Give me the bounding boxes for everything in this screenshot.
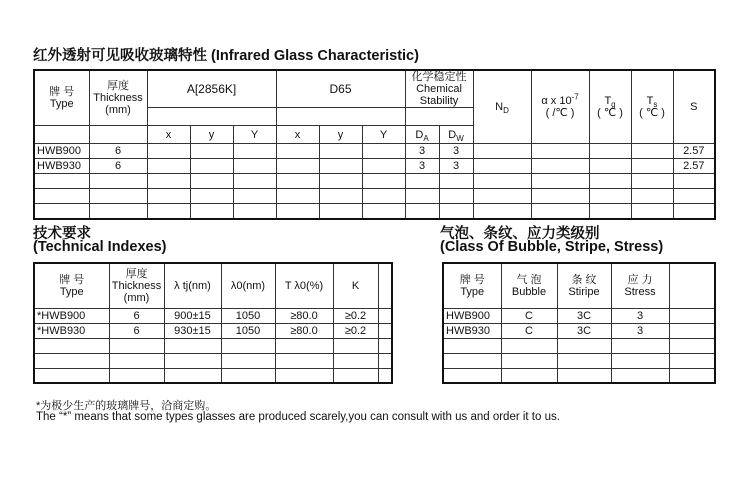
col-header-a-x: x (147, 126, 190, 144)
col-header-type: 牌 号 Type (443, 263, 501, 308)
footnote-en: The “*” means that some types glasses are produced scarely,you can consult with us and order it to us. (36, 411, 560, 423)
table-row (443, 368, 715, 383)
col-header-d65: D65 (276, 70, 405, 108)
col-header-a2856k: A[2856K] (147, 70, 276, 108)
col-header-a-Y: Y (233, 126, 276, 144)
col-header-a-y: y (190, 126, 233, 144)
technical-indexes-title-cn: 技术要求 (33, 226, 91, 242)
col-header-alpha: α x $10^{-7}$ ( /℃ ) (531, 70, 589, 144)
col-header-d65-x: x (276, 126, 319, 144)
table-row (34, 353, 392, 368)
col-header-stripe: 条 纹 Stiripe (557, 263, 611, 308)
col-header-tg: $T_g$ ( ℃ ) (589, 70, 631, 144)
technical-indexes-table (33, 262, 393, 384)
col-header-bubble: 气 泡 Bubble (501, 263, 557, 308)
class-title-en: (Class Of Bubble, Stripe, Stress) (440, 239, 664, 255)
col-header-dw: $D_W$ (439, 126, 473, 144)
col-header-s: S (673, 70, 715, 144)
col-header-thickness: 厚度 Thickness (mm) (109, 263, 164, 308)
col-header-type: 牌 号 Type (34, 263, 109, 308)
table-row (443, 338, 715, 353)
table-row (34, 189, 715, 204)
col-header-ts: $T_s$ ( ℃ ) (631, 70, 673, 144)
col-header-stress: 应 力 Stress (611, 263, 669, 308)
col-header-type: 牌 号 Type (34, 70, 89, 126)
table-row: HWB900 C 3C 3 (443, 308, 715, 323)
col-header-nd: $N_D$ (473, 70, 531, 144)
col-header-thickness: 厚度 Thickness (mm) (89, 70, 147, 126)
technical-indexes-title-en: (Technical Indexes) (33, 239, 167, 255)
table-row (34, 174, 715, 189)
table-row (34, 204, 715, 219)
table-row (443, 353, 715, 368)
col-header-da: $D_A$ (405, 126, 439, 144)
infrared-characteristic-table (33, 69, 716, 220)
footnote-cn: *为极少生产的玻璃牌号，洽商定购。 (36, 400, 217, 412)
col-header-lambda-tj: λ tj(nm) (164, 263, 221, 308)
table-row: *HWB900 6 900±15 1050 ≥80.0 ≥0.2 (34, 308, 392, 323)
col-header-t-lambda0: T λ0(%) (275, 263, 333, 308)
col-header-lambda0: λ0(nm) (221, 263, 275, 308)
col-header-chemical-stability: 化学稳定性 Chemical Stability (405, 70, 473, 108)
bubble-stripe-stress-table (442, 262, 716, 384)
col-header-k: K (333, 263, 378, 308)
table-row: HWB930 6 3 3 2.57 (34, 159, 715, 174)
table-row: HWB900 6 3 3 2.57 (34, 144, 715, 159)
table-row (34, 368, 392, 383)
page-title: 红外透射可见吸收玻璃特性 (Infrared Glass Characteristic) (33, 48, 419, 64)
col-header-d65-Y: Y (362, 126, 405, 144)
table-row: *HWB930 6 930±15 1050 ≥80.0 ≥0.2 (34, 323, 392, 338)
class-title-cn: 气泡、条纹、应力类级别 (440, 226, 600, 242)
table-row: HWB930 C 3C 3 (443, 323, 715, 338)
col-header-d65-y: y (319, 126, 362, 144)
table-row (34, 338, 392, 353)
